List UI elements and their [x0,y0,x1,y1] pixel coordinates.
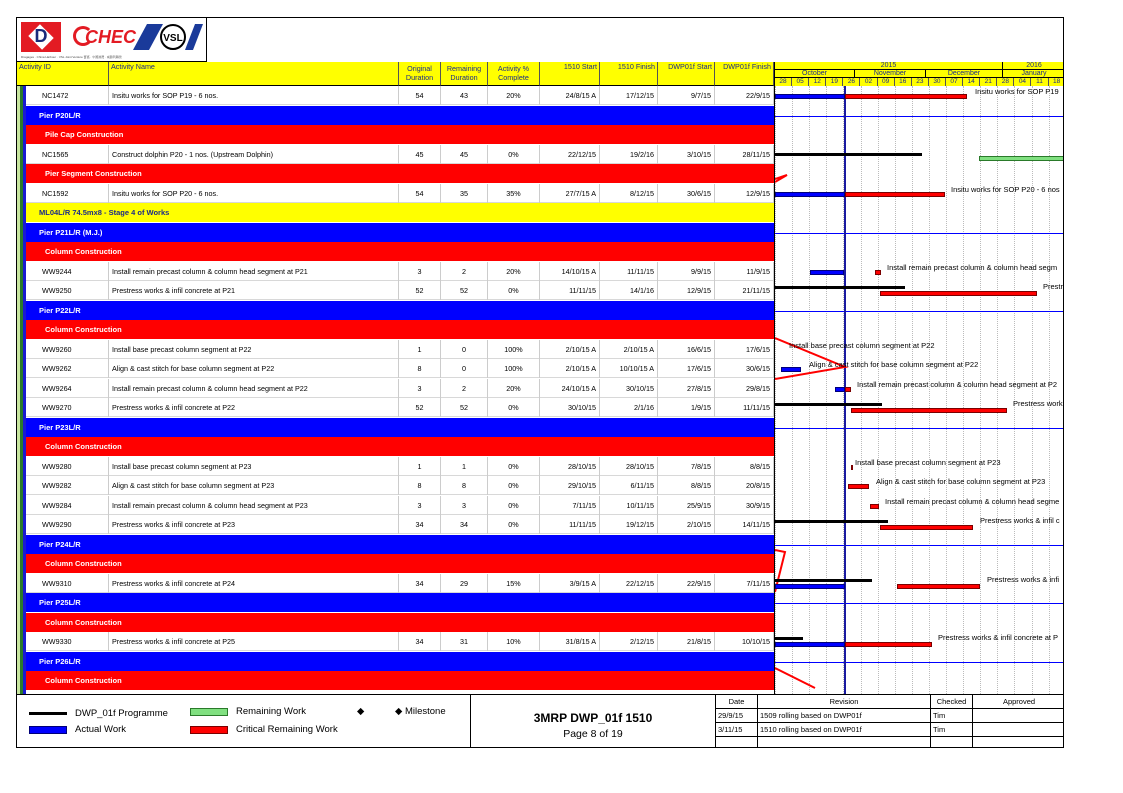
finish-1510-cell: 6/11/15 [600,476,658,495]
remaining-duration-cell: 0 [441,340,488,359]
activity-name-cell: Prestress works & infil concrete at P22 [109,398,399,417]
wbs-band-red[interactable] [17,671,774,690]
activity-row[interactable] [17,476,774,495]
gantt-bar-label: Install remain precast column & column head segme [885,496,1060,506]
col-header-dwp-start[interactable]: DWP01f Start [658,62,715,86]
wbs-band-blue[interactable] [17,418,774,437]
remaining-duration-cell: 0 [441,359,488,378]
dwp-finish-cell: 22/9/15 [715,86,774,105]
wbs-band-red[interactable] [17,164,774,183]
col-header-remaining-duration[interactable]: Remaining Duration [441,62,488,86]
original-duration-cell: 1 [399,457,441,476]
gantt-bar-red [851,465,853,470]
rev-header-checked: Checked [931,695,973,709]
finish-1510-cell: 14/1/16 [600,281,658,300]
pct-complete-cell: 0% [488,398,540,417]
activity-id-cell: WW9284 [39,496,109,515]
finish-1510-cell: 30/10/15 [600,379,658,398]
gantt-bar-black [775,403,882,406]
remaining-duration-cell: 3 [441,496,488,515]
dwp-finish-cell: 7/11/15 [715,574,774,593]
activity-row[interactable] [17,398,774,417]
activity-id-cell: WW9264 [39,379,109,398]
activity-id-cell: NC1472 [39,86,109,105]
activity-row[interactable] [17,145,774,164]
rev-header-date: Date [716,695,758,709]
rev-description: 1510 rolling based on DWP01f [758,723,931,737]
week-cell: 12 [809,78,826,86]
pct-complete-cell: 35% [488,184,540,203]
wbs-band-red[interactable] [17,320,774,339]
week-cell: 05 [792,78,809,86]
gantt-bar-label: Prestr [1043,282,1064,291]
wbs-band-label: Column Construction [45,442,122,451]
legend-critical-swatch [190,726,228,734]
gantt-bar-blue [775,192,845,197]
week-cell: 14 [963,78,980,86]
col-header-activity-name[interactable]: Activity Name [109,62,399,86]
pct-complete-cell: 0% [488,281,540,300]
gantt-bar-label: Prestress works & infi [987,574,1060,584]
gantt-chart [774,62,1064,694]
gantt-bar-label: Prestress works & infil concrete at P [938,633,1059,642]
start-1510-cell: 29/10/15 [540,476,600,495]
gantt-bar-red [848,484,869,489]
legend-critical-label: Critical Remaining Work [236,724,338,735]
dwp-start-cell: 22/9/15 [658,574,715,593]
dwp-finish-cell: 30/9/15 [715,496,774,515]
dwp-finish-cell: 29/8/15 [715,379,774,398]
gantt-bar-blue [810,270,844,275]
start-1510-cell: 14/10/15 A [540,262,600,281]
rev-date: 3/11/15 [716,723,758,737]
dwp-start-cell: 9/7/15 [658,86,715,105]
logo-block [17,18,207,62]
rev-approved [973,709,1064,723]
week-cell: 04 [1014,78,1031,86]
activity-row[interactable] [17,262,774,281]
activity-name-cell: Install remain precast column & column head segment at P23 [109,496,399,515]
dwp-finish-cell: 28/11/15 [715,145,774,164]
activity-row[interactable] [17,515,774,534]
remaining-duration-cell: 52 [441,281,488,300]
remaining-duration-cell: 31 [441,632,488,651]
start-1510-cell: 11/11/15 [540,281,600,300]
original-duration-cell: 54 [399,86,441,105]
gantt-bar-red [897,584,980,589]
dwp-finish-cell: 30/6/15 [715,359,774,378]
month-december: December [926,70,1003,78]
dwp-start-cell: 9/9/15 [658,262,715,281]
activity-row[interactable] [17,379,774,398]
dwp-start-cell: 7/8/15 [658,457,715,476]
col-header-original-duration[interactable]: Original Duration [399,62,441,86]
rev-checked: Tim [931,723,973,737]
activity-row[interactable] [17,457,774,476]
finish-1510-cell: 11/11/15 [600,262,658,281]
week-cell: 07 [946,78,963,86]
pct-complete-cell: 0% [488,515,540,534]
start-1510-cell: 3/9/15 A [540,574,600,593]
activity-row[interactable] [17,496,774,515]
gantt-bar-black [775,637,803,640]
week-cell: 02 [861,78,878,86]
week-cell: 18 [1049,78,1064,86]
remaining-duration-cell: 43 [441,86,488,105]
original-duration-cell: 52 [399,281,441,300]
gantt-bar-blue [781,367,801,372]
dwp-start-cell: 30/6/15 [658,184,715,203]
gantt-bar-red [845,387,851,392]
gantt-bar-blue [775,584,845,589]
finish-1510-cell: 17/12/15 [600,86,658,105]
start-1510-cell: 22/12/15 [540,145,600,164]
dwp-start-cell: 16/6/15 [658,340,715,359]
legend-actual-swatch [29,726,67,734]
activity-row[interactable] [17,632,774,651]
title-block [470,695,716,748]
page-number: Page 8 of 19 [563,728,623,740]
legend-remaining-swatch [190,708,228,716]
wbs-band-red[interactable] [17,613,774,632]
month-october: October [775,70,855,78]
gantt-bar-label: Insitu works for SOP P19 [975,87,1059,96]
gantt-bar-black [775,286,905,289]
start-1510-cell: 24/8/15 A [540,86,600,105]
activity-id-cell: WW9310 [39,574,109,593]
dwp-finish-cell: 21/11/15 [715,281,774,300]
revision-table [716,695,1064,748]
gantt-bar-blue [775,642,845,647]
legend-actual-label: Actual Work [75,724,127,735]
gantt-bar-black [775,520,888,523]
original-duration-cell: 1 [399,340,441,359]
activity-id-cell: WW9290 [39,515,109,534]
wbs-band-blue[interactable] [17,301,774,320]
wbs-outline-stripe [17,86,27,694]
week-cell: 28 [997,78,1014,86]
remaining-duration-cell: 29 [441,574,488,593]
week-cell: 16 [895,78,912,86]
original-duration-cell: 3 [399,496,441,515]
gantt-bar-red [845,642,932,647]
chec-logo: CHEC [73,24,125,50]
wbs-band-label: Column Construction [45,676,122,685]
col-header-pct-complete[interactable]: Activity % Complete [488,62,540,86]
original-duration-cell: 8 [399,359,441,378]
rev-checked-empty [931,737,973,748]
remaining-duration-cell: 45 [441,145,488,164]
pct-complete-cell: 0% [488,457,540,476]
finish-1510-cell: 2/12/15 [600,632,658,651]
start-1510-cell: 31/8/15 A [540,632,600,651]
pct-complete-cell: 20% [488,86,540,105]
gantt-bar-label: Prestress works & infil c [980,516,1060,525]
schedule-page [16,17,1064,748]
pct-complete-cell: 20% [488,379,540,398]
activity-id-cell: WW9330 [39,632,109,651]
wbs-band-label: Column Construction [45,559,122,568]
pct-complete-cell: 0% [488,496,540,515]
activity-row[interactable] [17,574,774,593]
col-header-1510-finish[interactable]: 1510 Finish [600,62,658,86]
dwp-start-cell: 1/9/15 [658,398,715,417]
activity-name-cell: Insitu works for SOP P19 - 6 nos. [109,86,399,105]
dragages-logo: D [21,22,61,52]
original-duration-cell: 34 [399,574,441,593]
activity-id-cell: WW9280 [39,457,109,476]
rev-header-approved: Approved [973,695,1064,709]
original-duration-cell: 3 [399,379,441,398]
pct-complete-cell: 20% [488,262,540,281]
activity-id-cell: WW9260 [39,340,109,359]
rev-description-empty [758,737,931,748]
wbs-band-label: Pile Cap Construction [45,130,124,139]
rev-date: 29/9/15 [716,709,758,723]
dwp-finish-cell: 10/10/15 [715,632,774,651]
gantt-bar-blue [775,94,845,99]
week-cell: 11 [1032,78,1049,86]
start-1510-cell: 30/10/15 [540,398,600,417]
gantt-bar-label: Install base precast column segment at P23 [855,457,1001,467]
dwp-start-cell: 8/8/15 [658,476,715,495]
activity-id-cell: WW9270 [39,398,109,417]
logo-caption: Dragages · China Harbour · VSL Joint Venture 寶嘉 · 中國港灣 · 威勝利聯營 [21,55,122,59]
dwp-finish-cell: 8/8/15 [715,457,774,476]
start-1510-cell: 2/10/15 A [540,340,600,359]
gantt-bar-label: Align & cast stitch for base column segment at P23 [876,477,1046,486]
activity-id-cell: NC1592 [39,184,109,203]
pct-complete-cell: 100% [488,359,540,378]
remaining-duration-cell: 52 [441,398,488,417]
legend-programme-label: DWP_01f Programme [75,708,168,719]
original-duration-cell: 34 [399,632,441,651]
wbs-band-label: Pier P23L/R [39,422,81,432]
week-cell: 28 [775,78,792,86]
activity-id-cell: WW9282 [39,476,109,495]
start-1510-cell: 27/7/15 A [540,184,600,203]
pct-complete-cell: 15% [488,574,540,593]
schedule-title: 3MRP DWP_01f 1510 [533,711,653,725]
wbs-band-blue[interactable] [17,223,774,242]
activity-name-cell: Install base precast column segment at P23 [109,457,399,476]
week-cell: 23 [912,78,929,86]
activity-row[interactable] [17,340,774,359]
activity-id-cell: NC1565 [39,145,109,164]
wbs-band-label: Column Construction [45,247,122,256]
dwp-start-cell: 25/9/15 [658,496,715,515]
gantt-bar-red [880,525,973,530]
gantt-bar-label: Install remain precast column & column head segm [887,262,1058,272]
gantt-bar-black [775,579,872,582]
gantt-bar-blue [835,387,845,392]
activity-name-cell: Align & cast stitch for base column segment at P23 [109,476,399,495]
wbs-band-red[interactable] [17,242,774,261]
gantt-bar-green [979,156,1064,161]
dwp-start-cell: 2/10/15 [658,515,715,534]
dwp-finish-cell: 11/11/15 [715,398,774,417]
wbs-band-blue[interactable] [17,652,774,671]
wbs-band-label: Pier P26L/R [39,656,81,666]
dwp-finish-cell: 14/11/15 [715,515,774,534]
gantt-bar-red [845,192,945,197]
year-2016: 2016 [1003,62,1064,70]
remaining-duration-cell: 8 [441,476,488,495]
wbs-band-label: ML04L/R 74.5mx8 - Stage 4 of Works [39,208,170,217]
gantt-bar-red [880,291,1037,296]
start-1510-cell: 28/10/15 [540,457,600,476]
vsl-logo [133,22,203,52]
dwp-start-cell: 27/8/15 [658,379,715,398]
activity-row[interactable] [17,86,774,105]
original-duration-cell: 8 [399,476,441,495]
dwp-start-cell: 17/6/15 [658,359,715,378]
wbs-band-label: Pier P21L/R (M.J.) [39,227,103,237]
start-1510-cell: 24/10/15 A [540,379,600,398]
activity-name-cell: Prestress works & infil concrete at P23 [109,515,399,534]
wbs-band-red[interactable] [17,554,774,573]
wbs-band-label: Column Construction [45,617,122,627]
dwp-start-cell: 3/10/15 [658,145,715,164]
finish-1510-cell: 10/10/15 A [600,359,658,378]
remaining-duration-cell: 2 [441,262,488,281]
remaining-duration-cell: 1 [441,457,488,476]
rev-approved-empty [973,737,1064,748]
activity-name-cell: Prestress works & infil concrete at P24 [109,574,399,593]
gantt-bar-red [870,504,879,509]
original-duration-cell: 34 [399,515,441,534]
wbs-band-blue[interactable] [17,106,774,125]
dwp-finish-cell: 11/9/15 [715,262,774,281]
rev-date-empty [716,737,758,748]
col-header-1510-start[interactable]: 1510 Start [540,62,600,86]
year-2015: 2015 [775,62,1003,70]
rev-header-revision: Revision [758,695,931,709]
dwp-finish-cell: 20/8/15 [715,476,774,495]
month-november: November [855,70,926,78]
legend-milestone-icon: ◆ [357,706,365,717]
gantt-bar-black [775,153,922,156]
activity-row[interactable] [17,359,774,378]
wbs-band-label: Pier P22L/R [39,305,81,315]
legend-remaining-label: Remaining Work [236,706,307,717]
week-cell: 21 [980,78,997,86]
activity-row[interactable] [17,184,774,203]
activity-id-cell: WW9244 [39,262,109,281]
finish-1510-cell: 22/12/15 [600,574,658,593]
activity-row[interactable] [17,281,774,300]
finish-1510-cell: 2/1/16 [600,398,658,417]
wbs-band-blue[interactable] [17,593,774,612]
remaining-duration-cell: 34 [441,515,488,534]
wbs-band-label: Pier P20L/R [39,110,81,120]
col-header-dwp-finish[interactable]: DWP01f Finish [715,62,774,86]
footer [17,694,1064,748]
activity-name-cell: Prestress works & infil concrete at P21 [109,281,399,300]
wbs-band-label: Pier P25L/R [39,598,81,607]
svg-text:VSL: VSL [163,33,183,44]
legend-milestone-label: ◆ Milestone [395,706,446,717]
dwp-start-cell: 21/8/15 [658,632,715,651]
gantt-bar-red [851,408,1007,413]
gantt-bar-label: Insitu works for SOP P20 - 6 nos [951,184,1060,194]
pct-complete-cell: 10% [488,632,540,651]
dwp-start-cell: 12/9/15 [658,281,715,300]
dwp-finish-cell: 17/6/15 [715,340,774,359]
pct-complete-cell: 100% [488,340,540,359]
legend-programme-swatch [29,712,67,715]
gantt-bar-label: Prestress work [1013,399,1063,408]
finish-1510-cell: 2/10/15 A [600,340,658,359]
pct-complete-cell: 0% [488,476,540,495]
finish-1510-cell: 19/2/16 [600,145,658,164]
week-cell: 30 [929,78,946,86]
start-1510-cell: 11/11/15 [540,515,600,534]
start-1510-cell: 7/11/15 [540,496,600,515]
remaining-duration-cell: 2 [441,379,488,398]
activity-name-cell: Construct dolphin P20 - 1 nos. (Upstream Dolphin) [109,145,399,164]
dwp-finish-cell: 12/9/15 [715,184,774,203]
gantt-bar-red [875,270,881,275]
wbs-band-blue[interactable] [17,535,774,554]
activity-id-cell: WW9250 [39,281,109,300]
activity-name-cell: Install remain precast column & column head segment at P22 [109,379,399,398]
activity-name-cell: Align & cast stitch for base column segment at P22 [109,359,399,378]
wbs-band-red[interactable] [17,437,774,456]
week-cell: 19 [826,78,843,86]
activity-name-cell: Insitu works for SOP P20 - 6 nos. [109,184,399,203]
finish-1510-cell: 28/10/15 [600,457,658,476]
wbs-band-label: Pier Segment Construction [45,169,142,178]
activity-name-cell: Install base precast column segment at P22 [109,340,399,359]
rev-checked: Tim [931,709,973,723]
gantt-bar-label: Install remain precast column & column head segment at P2 [857,379,1058,389]
original-duration-cell: 54 [399,184,441,203]
original-duration-cell: 52 [399,398,441,417]
gantt-bar-label: Install base precast column segment at P22 [789,340,935,350]
wbs-band-label: Pier P24L/R [39,539,81,549]
activity-name-cell: Prestress works & infil concrete at P25 [109,632,399,651]
wbs-band-label: Column Construction [45,325,122,334]
col-header-activity-id[interactable]: Activity ID [17,62,109,86]
gantt-bar-label: Align & cast stitch for base column segment at P22 [809,360,979,369]
finish-1510-cell: 10/11/15 [600,496,658,515]
original-duration-cell: 45 [399,145,441,164]
pct-complete-cell: 0% [488,145,540,164]
month-january: January [1003,70,1064,78]
gantt-bar-red [845,94,967,99]
remaining-duration-cell: 35 [441,184,488,203]
start-1510-cell: 2/10/15 A [540,359,600,378]
week-cell: 09 [878,78,895,86]
wbs-band-red[interactable] [17,125,774,144]
finish-1510-cell: 8/12/15 [600,184,658,203]
activity-name-cell: Install remain precast column & column head segment at P21 [109,262,399,281]
week-cell: 26 [843,78,860,86]
rev-approved [973,723,1064,737]
activity-id-cell: WW9262 [39,359,109,378]
finish-1510-cell: 19/12/15 [600,515,658,534]
wbs-band-yellow[interactable] [17,203,774,222]
original-duration-cell: 3 [399,262,441,281]
rev-description: 1509 rolling based on DWP01f [758,709,931,723]
